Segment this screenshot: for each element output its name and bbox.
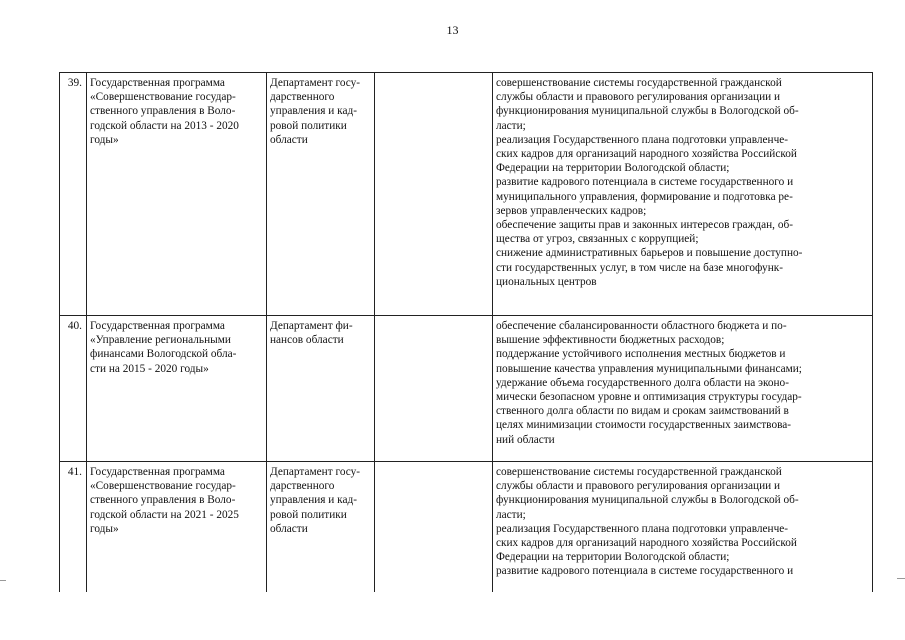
left-edge-mark [0, 580, 6, 581]
table-row [60, 316, 873, 462]
program-tasks: совершенствование системы государственной гражданской службы области и правового регулирования организации и функционирования муниципальной службы в Вологодской об- ласти; реализация Государственного плана подготовки управленче- ских кадров для организаций народного хозяйства Российской Федерации на территории Вологодской области; развитие кадрового потенциала в системе государственного и муниципального управления, формирование и подготовка ре- зервов управленческих кадров; обеспечение защиты прав и законных интересов граждан, об- щества от угроз, связанных с коррупцией; снижение административных барьеров и повышение доступно- сти государственных услуг, в том числе на базе многофунк- циональных центров [493, 73, 873, 316]
responsible-department: Департамент фи- нансов области [267, 316, 375, 462]
program-name: Государственная программа «Совершенствование государ- ственного управления в Воло- годской области на 2021 - 2025 годы» [87, 462, 267, 593]
row-number: 39. [60, 73, 87, 316]
table-row [60, 462, 873, 593]
program-tasks: совершенствование системы государственной гражданской службы области и правового регулирования организации и функционирования муниципальной службы в Вологодской об- ласти; реализация Государственного плана подготовки управленче- ских кадров для организаций народного хозяйства Российской Федерации на территории Вологодской области; развитие кадрового потенциала в системе государственного и [493, 462, 873, 593]
responsible-department: Департамент госу- дарственного управления и кад- ровой политики области [267, 462, 375, 593]
page-number: 13 [446, 23, 459, 37]
empty-cell [375, 462, 493, 593]
right-edge-mark [897, 578, 905, 579]
program-name: Государственная программа «Совершенствование государ- ственного управления в Воло- годской области на 2013 - 2020 годы» [87, 73, 267, 316]
row-number: 40. [60, 316, 87, 462]
programs-table [59, 72, 873, 592]
responsible-department: Департамент госу- дарственного управления и кад- ровой политики области [267, 73, 375, 316]
empty-cell [375, 316, 493, 462]
program-name: Государственная программа «Управление региональными финансами Вологодской обла- сти на 2015 - 2020 годы» [87, 316, 267, 462]
empty-cell [375, 73, 493, 316]
table-row [60, 73, 873, 316]
row-number: 41. [60, 462, 87, 593]
program-tasks: обеспечение сбалансированности областного бюджета и по- вышение эффективности бюджетных расходов; поддержание устойчивого исполнения местных бюджетов и повышение качества управления муниципальными финансами; удержание объема государственного долга области на эконо- мически безопасном уровне и оптимизация структуры государ- ственного долга области по видам и срокам заимствований в целях минимизации стоимости государственных заимствова- ний области [493, 316, 873, 462]
